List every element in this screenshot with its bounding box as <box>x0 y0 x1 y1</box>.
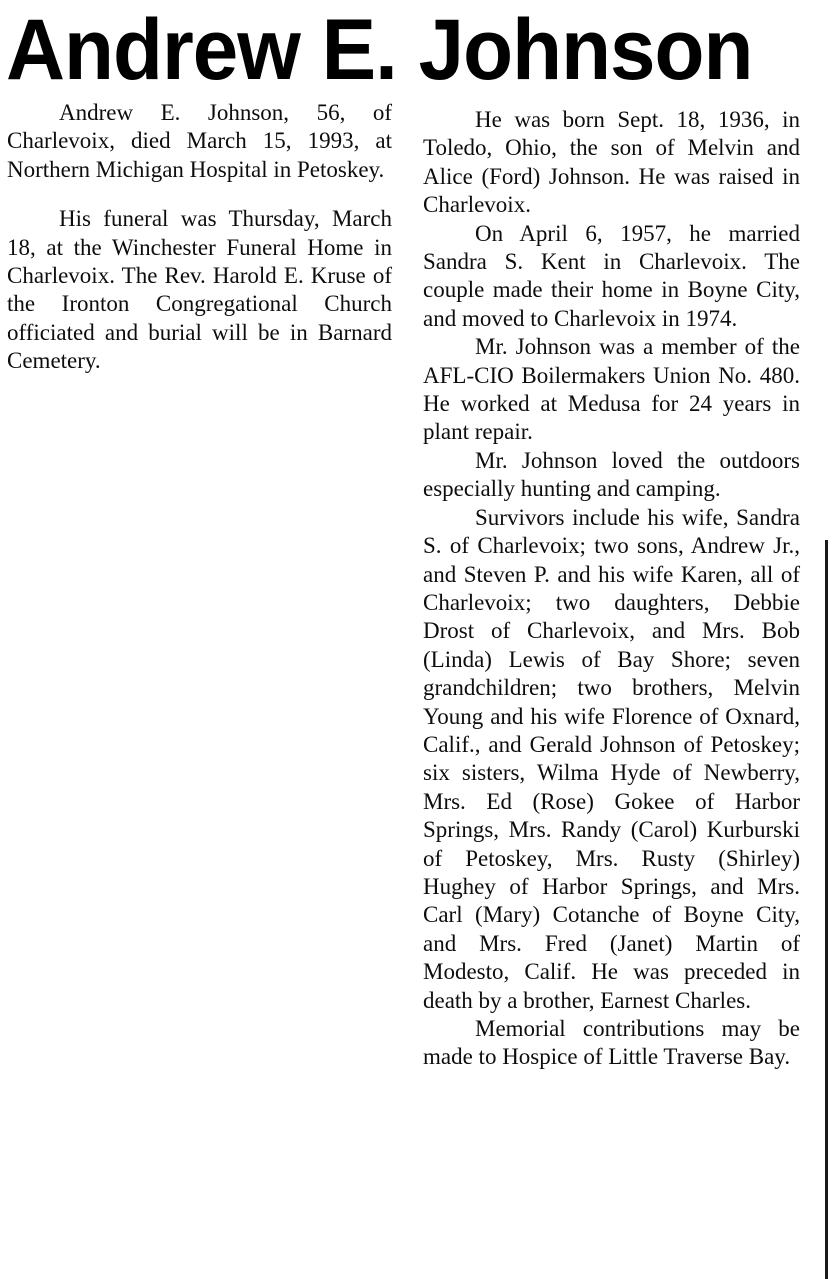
hobbies-paragraph: Mr. Johnson loved the outdoors especially hunting and camping. <box>423 447 800 502</box>
right-column <box>423 106 800 1072</box>
birth-paragraph: He was born Sept. 18, 1936, in Toledo, Ohio, the son of Melvin and Alice (Ford) Johnson. He was raised in Charlevoix. <box>423 107 800 218</box>
survivors-paragraph: Survivors include his wife, Sandra S. of Charlevoix; two sons, Andrew Jr., and Steven P. and his wife Karen, all of Charlevoix; two daughters, Debbie Drost of Charlevoix, and Mrs. Bob (Linda) Lewis of Bay Shore; seven grandchildren; two brothers, Melvin Young and his wife Florence of Oxnard, Calif., and Gerald Johnson of Petoskey; six sisters, Wilma Hyde of Newberry, Mrs. Ed (Rose) Gokee of Harbor Springs, Mrs. Randy (Carol) Kurburski of Petoskey, Mrs. Rusty (Shirley) Hughey of Harbor Springs, and Mrs. Carl (Mary) Cotanche of Boyne City, and Mrs. Fred (Janet) Martin of Modesto, Calif. He was preceded in death by a brother, Earnest Charles. <box>423 504 800 1013</box>
marriage-paragraph: On April 6, 1957, he married Sandra S. Kent in Charlevoix. The couple made their home in Boyne City, and moved to Charlevoix in 1974. <box>423 220 800 331</box>
column-edge-rule <box>825 540 828 1279</box>
memorial-paragraph: Memorial contributions may be made to Hospice of Little Traverse Bay. <box>423 1016 800 1070</box>
work-paragraph: Mr. Johnson was a member of the AFL-CIO Boilermakers Union No. 480. He worked at Medusa for 24 years in plant repair. <box>423 334 800 445</box>
funeral-paragraph: His funeral was Thursday, March 18, at the Winchester Funeral Home in Charlevoix. The Rev. Harold E. Kruse of the Ironton Congregational Church officiated and burial will be in Barnard Cemetery. <box>7 206 392 374</box>
death-notice-paragraph: Andrew E. Johnson, 56, of Charlevoix, died March 15, 1993, at Northern Michigan Hospital in Petoskey. <box>7 100 392 182</box>
left-column <box>7 99 392 376</box>
obituary-headline: Andrew E. Johnson <box>6 2 753 98</box>
